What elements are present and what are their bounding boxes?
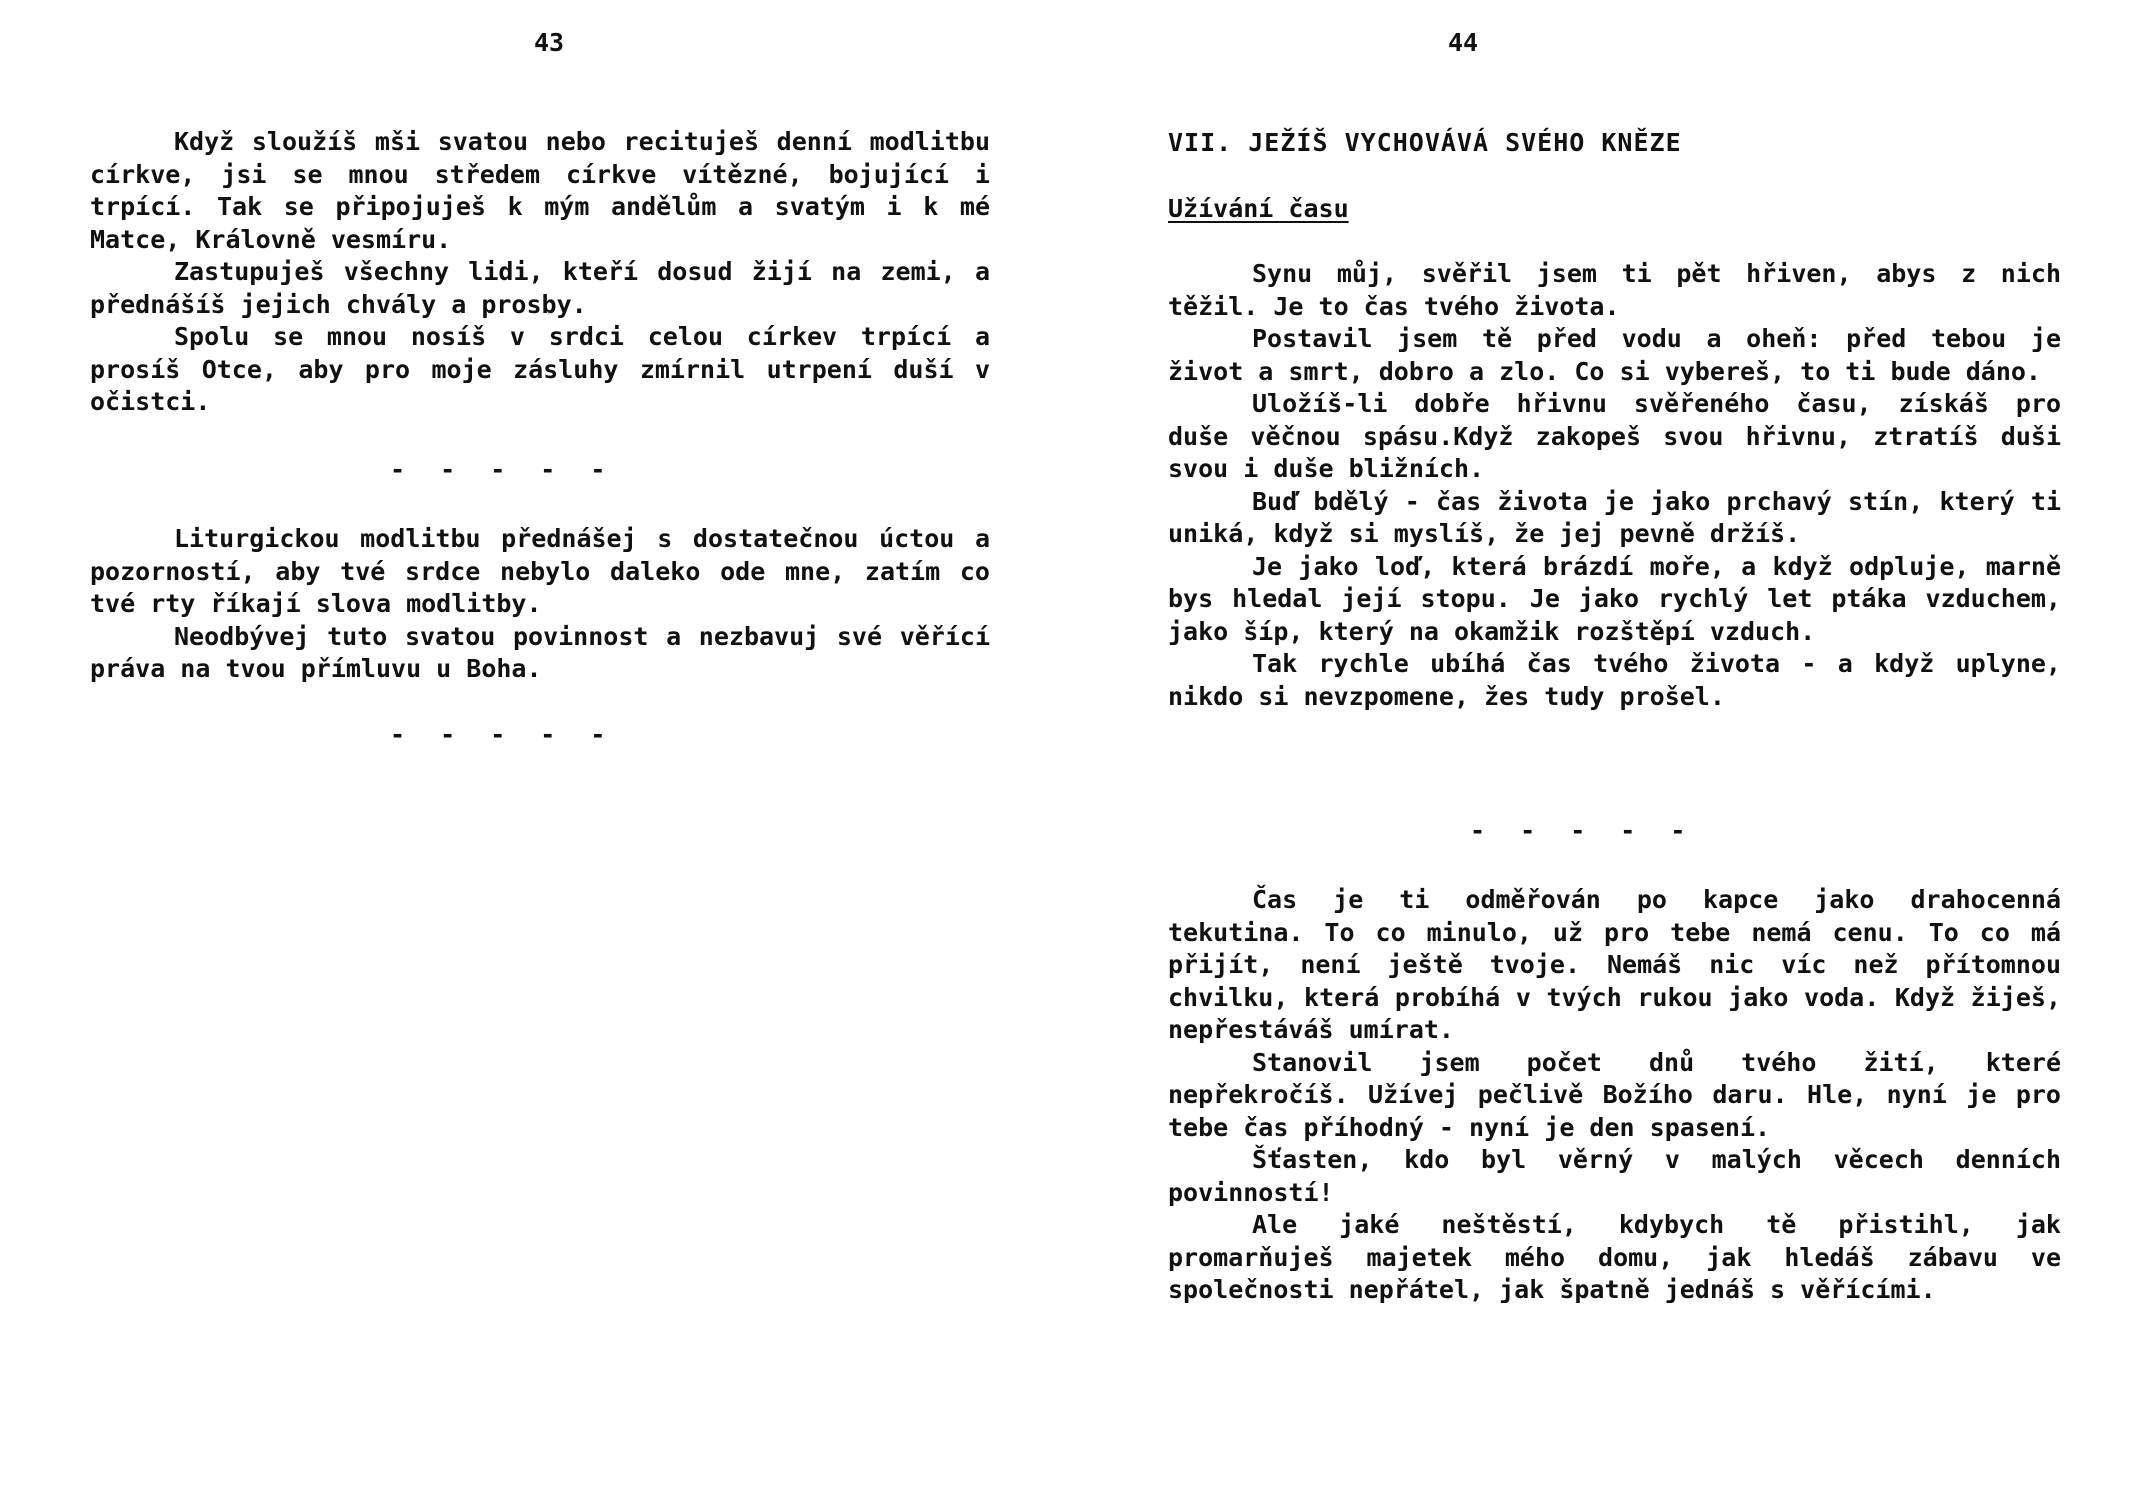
paragraph: Je jako loď, která brázdí moře, a když odpluje, marně bys hledal její stopu. Je jako rychlý let ptáka vzduchem, jako šíp, který na okamžik rozštěpí vzduch.	[1168, 551, 2061, 646]
page-number: 43	[533, 28, 565, 57]
paragraph: Když sloužíš mši svatou nebo recituješ denní modlitbu církve, jsi se mnou středem církve vítězné, bojující i trpící. Tak se připojuješ k mým andělům a svatým i k mé Matce, Královně vesmíru.	[90, 127, 990, 254]
text-block-2	[1168, 884, 2061, 1307]
paragraph: Synu můj, svěřil jsem ti pět hřiven, abys z nich těžil. Je to čas tvého života.	[1168, 259, 2061, 321]
page-number: 44	[1447, 28, 1479, 57]
paragraph: Zastupuješ všechny lidi, kteří dosud žijí na zemi, a přednášíš jejich chvály a prosby.	[90, 257, 990, 319]
section-separator: - - - - -	[390, 720, 616, 749]
paragraph: Ale jaké neštěstí, kdybych tě přistihl, jak promarňuješ majetek mého domu, jak hledáš zábavu ve společnosti nepřátel, jak špatně jednáš s věřícími.	[1168, 1210, 2061, 1304]
chapter-title: VII. JEŽÍŠ VYCHOVÁVÁ SVÉHO KNĚZE	[1168, 128, 1682, 157]
paragraph: Spolu se mnou nosíš v srdci celou církev trpící a prosíš Otce, aby pro moje zásluhy zmírnil utrpení duší v očistci.	[90, 322, 990, 416]
paragraph: Postavil jsem tě před vodu a oheň: před tebou je život a smrt, dobro a zlo. Co si vybereš, to ti bude dáno.	[1168, 324, 2061, 386]
section-separator: - - - - -	[1470, 816, 1696, 845]
section-title: Užívání času	[1168, 194, 1349, 223]
paragraph: Tak rychle ubíhá čas tvého života - a když uplyne, nikdo si nevzpomene, žes tudy prošel.	[1168, 649, 2061, 711]
text-block-1	[90, 126, 990, 419]
section-separator: - - - - -	[390, 455, 616, 484]
paragraph: Stanovil jsem počet dnů tvého žití, které nepřekročíš. Užívej pečlivě Božího daru. Hle, nyní je pro tebe čas příhodný - nyní je den spasení.	[1168, 1047, 2061, 1142]
paragraph: Uložíš-li dobře hřivnu svěřeného času, získáš pro duše věčnou spásu.Když zakopeš svou hřivnu, ztratíš duši svou i duše bližních.	[1168, 389, 2061, 483]
paragraph: Neodbývej tuto svatou povinnost a nezbavuj své věřící práva na tvou přímluvu u Boha.	[90, 621, 990, 683]
text-block-1	[1168, 258, 2061, 713]
text-block-2	[90, 523, 990, 686]
left-page	[90, 0, 990, 1500]
paragraph: Čas je ti odměřován po kapce jako drahocenná tekutina. To co minulo, už pro tebe nemá cenu. To co má přijít, není ještě tvoje. Nemáš nic víc než přítomnou chvilku, která probíhá v tvých rukou jako voda. Když žiješ, nepřestáváš umírat.	[1168, 885, 2061, 1044]
paragraph: Šťasten, kdo byl věrný v malých věcech denních povinností!	[1168, 1145, 2061, 1207]
paragraph: Buď bdělý - čas života je jako prchavý stín, který ti uniká, když si myslíš, že jej pevně držíš.	[1168, 486, 2061, 548]
right-page	[1168, 0, 2061, 1500]
paragraph: Liturgickou modlitbu přednášej s dostatečnou úctou a pozorností, aby tvé srdce nebylo daleko ode mne, zatím co tvé rty říkají slova modlitby.	[90, 524, 990, 618]
